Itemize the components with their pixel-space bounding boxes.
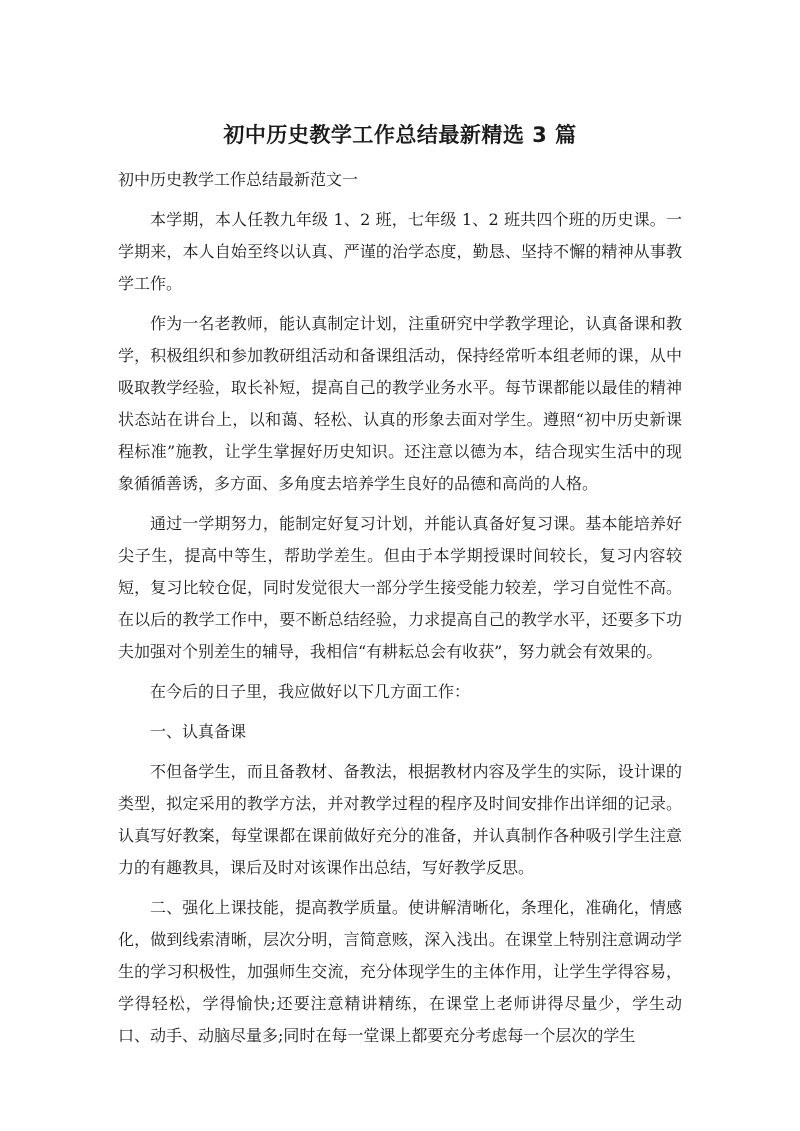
document-subtitle: 初中历史教学工作总结最新范文一: [118, 170, 359, 189]
paragraph-lesson-prep: 不但备学生，而且备教材、备教法，根据教材内容及学生的实际，设计课的类型，拟定采用的教学方法，并对教学过程的程序及时间安排作出详细的记录。认真写好教案，每堂课都在课前做好充分的准备，并认真制作各种吸引学生注意力的有趣教具，课后及时对该课作出总结，写好教学反思。: [118, 762, 682, 877]
paragraph-teaching-attitude: 作为一名老教师，能认真制定计划，注重研究中学教学理论，认真备课和教学，积极组织和参加教研组活动和备课组活动，保持经常听本组老师的课，从中吸取教学经验，取长补短，提高自己的教学业务水平。每节课都能以最佳的精神状态站在讲台上，以和蔼、轻松、认真的形象去面对学生。遵照“初中历史新课程标准”施教，让学生掌握好历史知识。还注意以德为本，结合现实生活中的现象循循善诱，多方面、多角度去培养学生良好的品德和高尚的人格。: [118, 314, 682, 493]
paragraph-teaching-skills: 二、强化上课技能，提高教学质量。使讲解清晰化，条理化，准确化，情感化，做到线索清晰，层次分明，言简意赅，深入浅出。在课堂上特别注意调动学生的学习积极性，加强师生交流，充分体现学生的主体作用，让学生学得容易，学得轻松，学得愉快;还要注意精讲精练，在课堂上老师讲得尽量少，学生动口、动手、动脑尽量多;同时在每一堂课上都要充分考虑每一个层次的学生: [118, 898, 682, 1045]
paragraph-intro: 本学期，本人任教九年级 1、2 班，七年级 1、2 班共四个班的历史课。一学期来，本人自始至终以认真、严谨的治学态度，勤恳、坚持不懈的精神从事教学工作。: [118, 210, 682, 293]
document-title: 初中历史教学工作总结最新精选 3 篇: [223, 123, 577, 147]
paragraph-future-plan-intro: 在今后的日子里，我应做好以下几方面工作：: [150, 682, 471, 701]
section-heading-lesson-prep: 一、认真备课: [150, 722, 247, 741]
paragraph-review-work: 通过一学期努力，能制定好复习计划，并能认真备好复习课。基本能培养好尖子生，提高中等生，帮助学差生。但由于本学期授课时间较长，复习内容较短，复习比较仓促，同时发觉很大一部分学生接受能力较差，学习自觉性不高。在以后的教学工作中，要不断总结经验，力求提高自己的教学水平，还要多下功夫加强对个别差生的辅导，我相信“有耕耘总会有收获”，努力就会有效果的。: [118, 514, 682, 661]
